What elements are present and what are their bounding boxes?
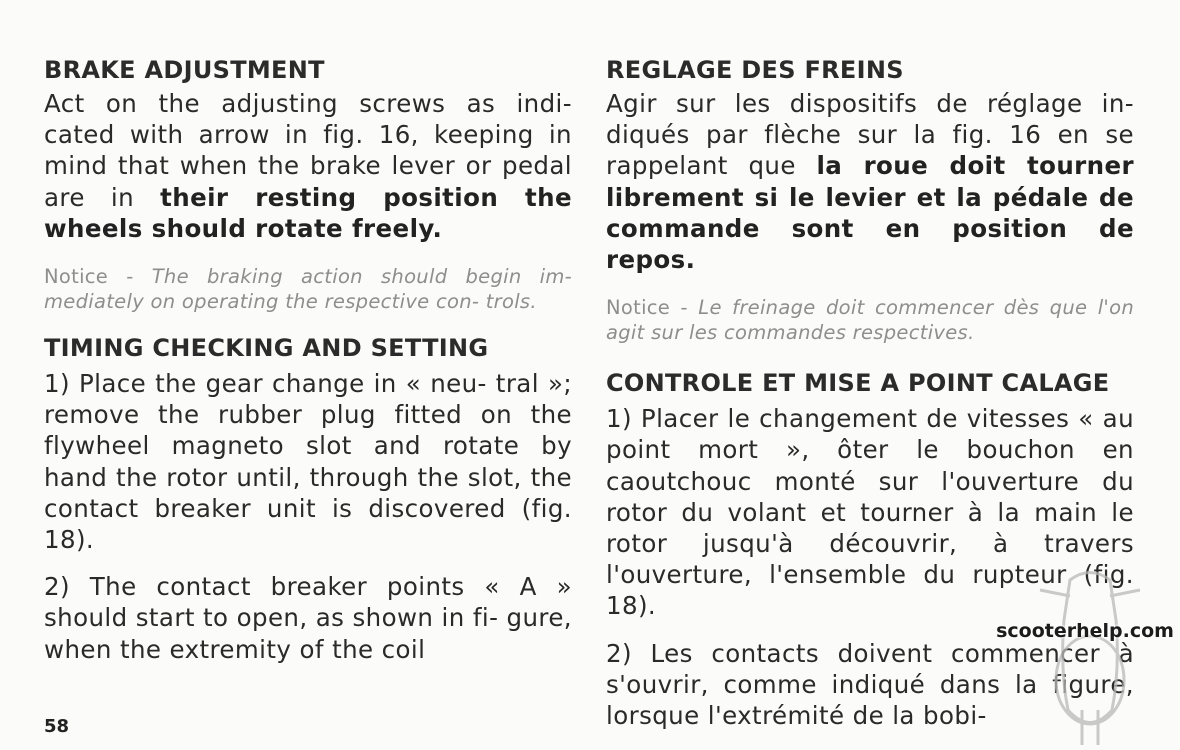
brake-notice	[44, 264, 572, 314]
reglage-freins-heading: REGLAGE DES FREINS	[606, 56, 904, 84]
brake-text-bold: their resting position the wheels should rotate freely.	[44, 182, 572, 243]
controle-calage-heading: CONTROLE ET MISE A POINT CALAGE	[606, 369, 1110, 398]
notice-text-fr: Le freinage doit commencer dès que l'on agit sur les commandes respectives.	[606, 296, 1134, 345]
reglage-freins-text	[606, 88, 1134, 275]
timing-step-1: 1) Place the gear change in « neu- tral »; remove the rubber plug fitted on the flywheel magneto slot and rotate by hand the rotor until, through the slot, the contact breaker unit is discovered (fig. 18).	[44, 369, 572, 555]
reglage-text-bold: la roue doit tourner librement si le levier et la pédale de commande sont en position de repos.	[606, 151, 1134, 275]
timing-heading: TIMING CHECKING AND SETTING	[44, 334, 489, 363]
scooter-watermark-icon	[1000, 560, 1180, 750]
timing-step-2: 2) The contact breaker points « A » should start to open, as shown in fi- gure, when the extremity of the coil	[44, 572, 572, 664]
brake-adjustment-text	[44, 88, 572, 244]
watermark-text[interactable]: scooterhelp.com	[996, 620, 1174, 642]
calage-step-2: 2) Les contacts doivent commencer à s'ouvrir, comme indiqué dans la figure, lorsque l'extrémité de la bobi-	[606, 638, 1134, 731]
reglage-text-normal: Agir sur les dispositifs de réglage in- diqués par flèche sur la fig. 16 en se rappelant que	[606, 89, 1134, 181]
english-column	[44, 56, 572, 665]
freinage-notice	[606, 295, 1134, 345]
notice-text: The braking action should begin im- mediately on operating the respective con- trols.	[44, 265, 572, 314]
calage-step-1: 1) Placer le changement de vitesses « au point mort », ôter le bouchon en caoutchouc monté sur l'ouverture du rotor du volant et tourner à la main le rotor jusqu'à découvrir, à travers l'ouverture, l'ensemble du rupteur (fig. 18).	[606, 404, 1134, 621]
page-number: 58	[44, 716, 70, 737]
notice-label-fr: Notice -	[606, 296, 688, 320]
brake-text-normal: Act on the adjusting screws as indi- cated with arrow in fig. 16, keeping in mind that when the brake lever or pedal are in	[44, 89, 572, 212]
brake-adjustment-heading: BRAKE ADJUSTMENT	[44, 56, 325, 84]
notice-label: Notice -	[44, 265, 134, 289]
